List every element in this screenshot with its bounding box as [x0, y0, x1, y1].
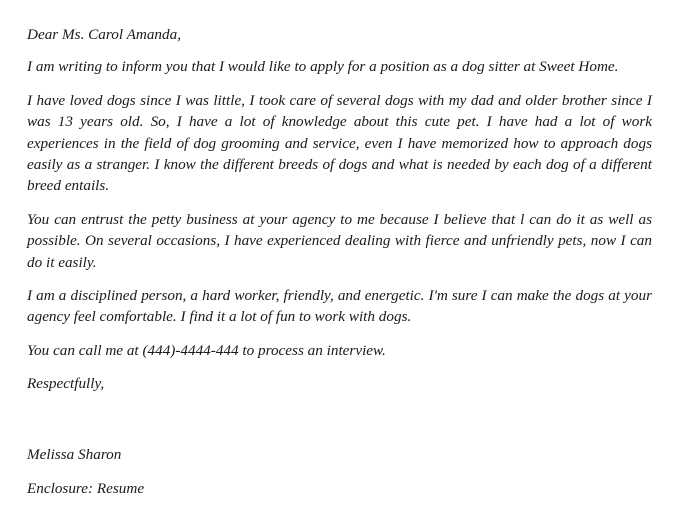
paragraph-qualities: I am a disciplined person, a hard worker, friendly, and energetic. I'm sure I can make the dogs at your agency feel comfortable. I find it a lot of fun to work with dogs.	[27, 287, 652, 326]
paragraph-trust: You can entrust the petty business at your agency to me because I believe that l can do it as well as possible. On several occasions, I have experienced dealing with fierce and unfriendly pets, now I can do it easily.	[27, 210, 652, 271]
salutation: Dear Ms. Carol Amanda,	[27, 26, 181, 43]
paragraph-intro: I am writing to inform you that I would like to apply for a position as a dog sitter at Sweet Home.	[27, 58, 619, 76]
paragraph-contact: You can call me at (444)-4444-444 to process an interview.	[27, 341, 386, 359]
letter-body	[27, 24, 652, 500]
closing: Respectfully,	[27, 375, 105, 393]
enclosure-line: Enclosure: Resume	[27, 480, 145, 498]
paragraph-experience: I have loved dogs since I was little, I took care of several dogs with my dad and older brother since I was 13 years old. So, I have a lot of knowledge about this cute pet. I have had a lot of work experiences in the field of dog grooming and service, even I have memorized how to approach dogs easily as a stranger. I know the different breeds of dogs and what is needed by each dog of a different breed entails.	[27, 91, 652, 195]
signature-name: Melissa Sharon	[27, 445, 122, 463]
